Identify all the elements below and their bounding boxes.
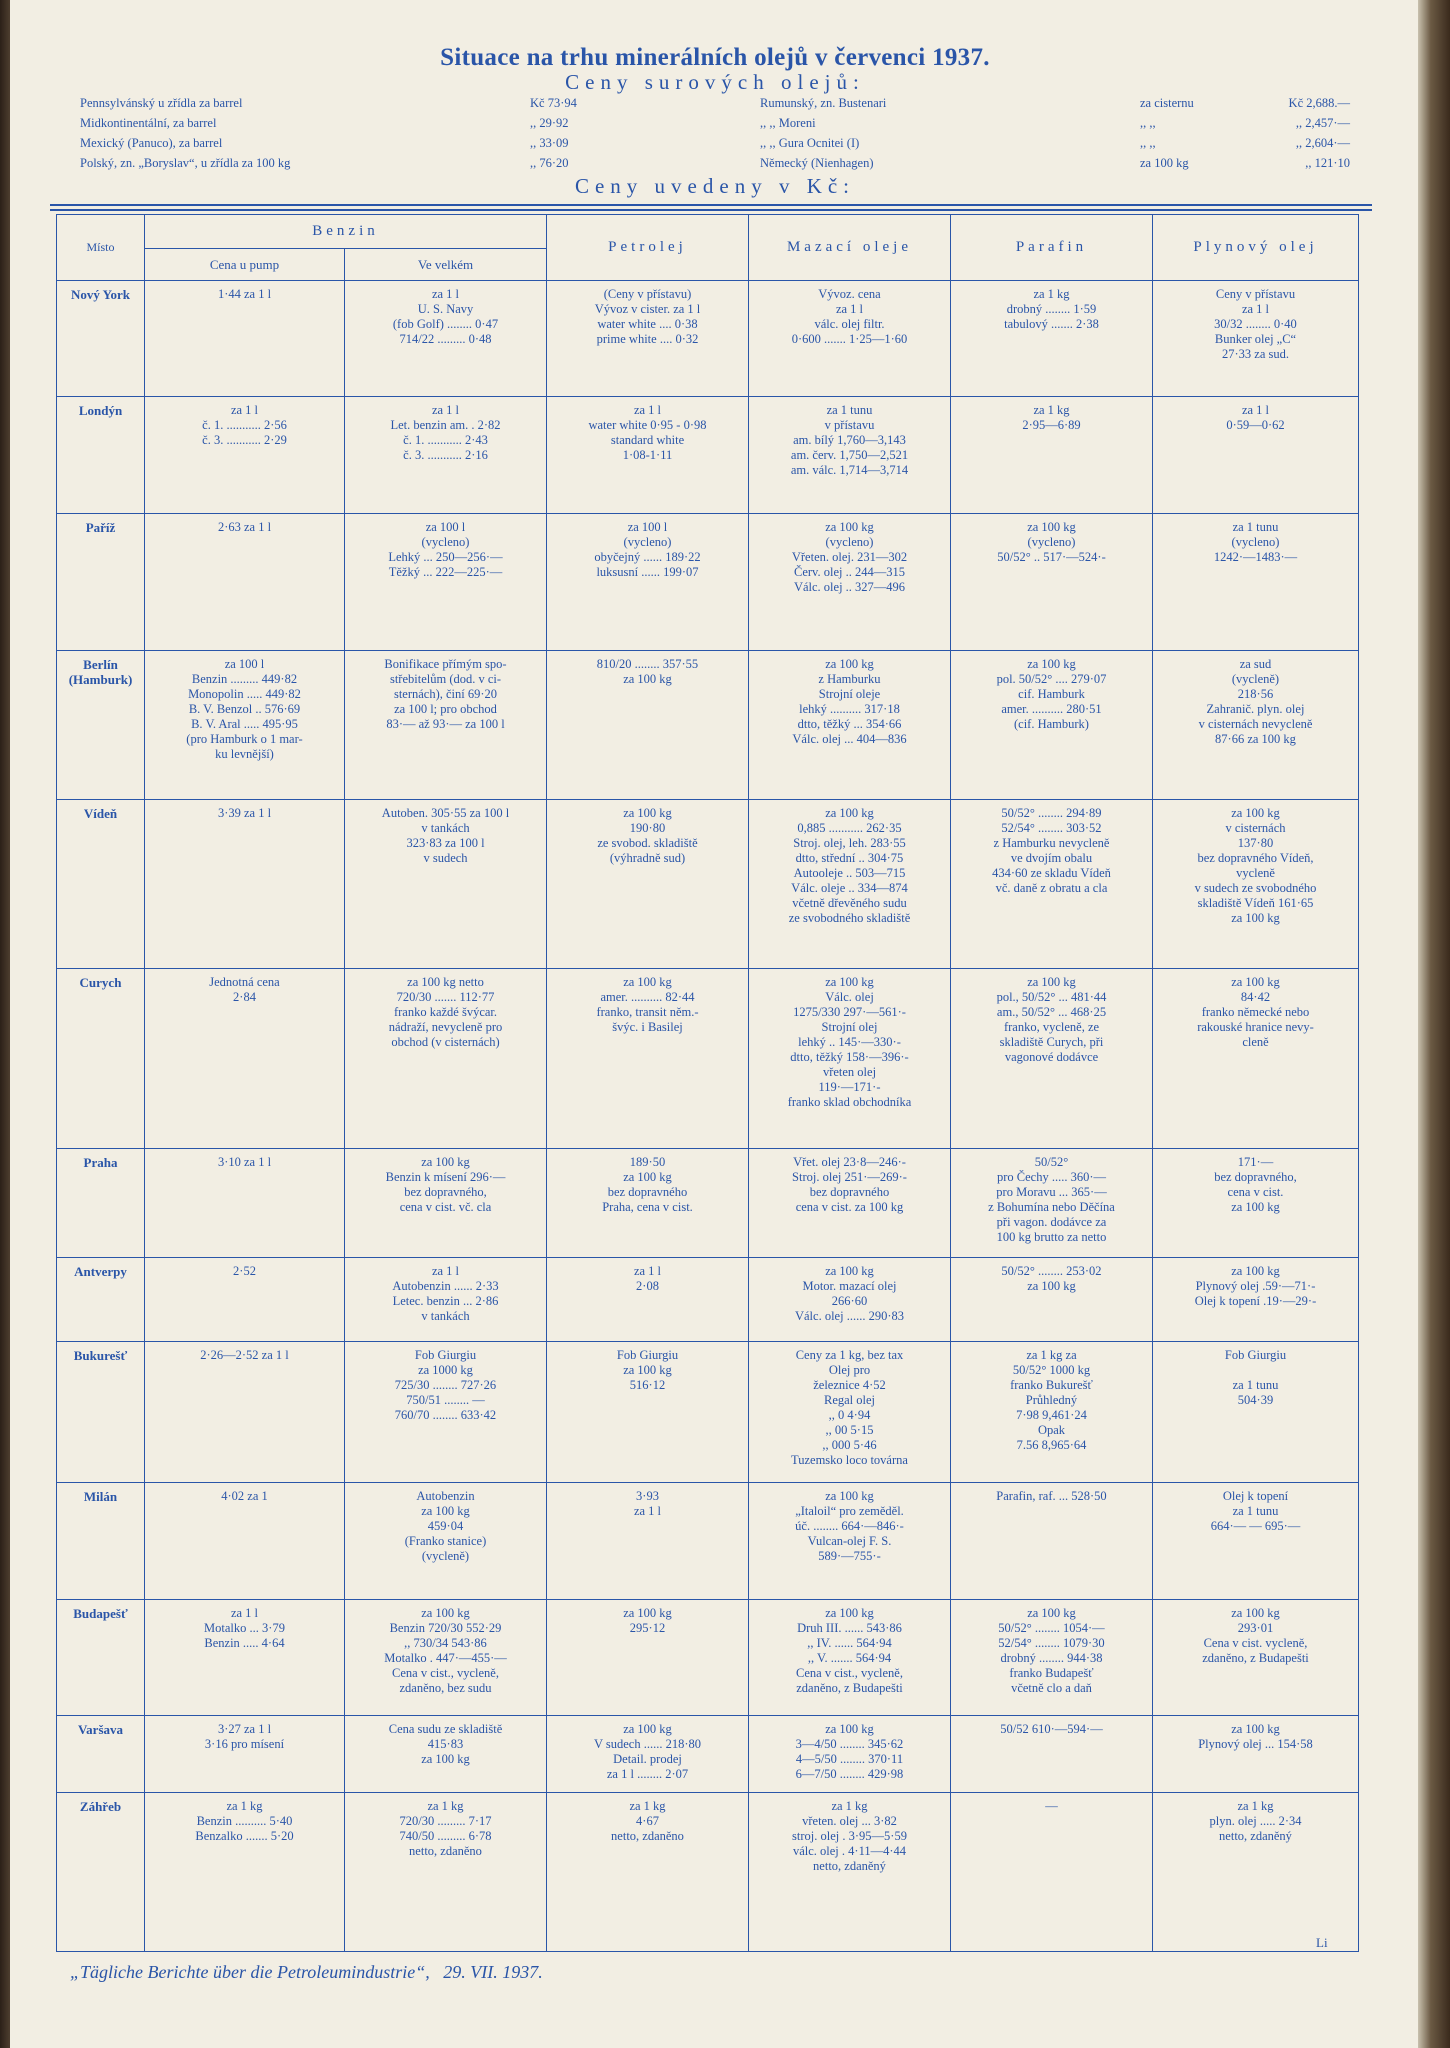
header-place: Místo xyxy=(57,215,145,281)
wholesale-cell: za 1 kg 720/30 ......... 7·17 740/50 ......... 6·78 netto, zdaněno xyxy=(345,1793,547,1952)
parafin-cell: za 100 kg pol., 50/52° ... 481·44 am., 50/52° ... 468·25 franko, vycleně, ze skladiště Curych, při vagonové dodávce xyxy=(951,968,1153,1148)
plynovy-cell: za 1 kg plyn. olej ..... 2·34 netto, zdaněný xyxy=(1153,1793,1359,1952)
header-wholesale: Ve velkém xyxy=(345,249,547,281)
parafin-cell: za 100 kg pol. 50/52° .... 279·07 cif. Hamburk amer. .......... 280·51 (cif. Hamburk) xyxy=(951,651,1153,799)
mazaci-cell: za 1 tunu v přístavu am. bílý 1,760—3,143 am. červ. 1,750—2,521 am. válc. 1,714—3,714 xyxy=(749,397,951,513)
crude-right-row: Rumunský, zn. Bustenari za cisternu Kč 2,688.— xyxy=(760,96,1350,110)
wholesale-cell: za 100 kg Benzin k mísení 296·— bez dopravného, cena v cist. vč. cla xyxy=(345,1148,547,1257)
pump-cell: za 100 l Benzin ......... 449·82 Monopolin ..... 449·82 B. V. Benzol .. 576·69 B. V. Aral ..... 495·95 (pro Hamburk o 1 mar- ku levnější) xyxy=(145,651,345,799)
pump-cell: 4·02 za 1 xyxy=(145,1483,345,1599)
table-row xyxy=(57,1483,1359,1599)
source-citation xyxy=(70,1962,543,1983)
divider-rule xyxy=(50,204,1372,206)
source-date: 29. VII. 1937. xyxy=(443,1962,543,1982)
petrolej-cell: 810/20 ........ 357·55 za 100 kg xyxy=(547,651,749,799)
divider-rule xyxy=(50,209,1372,211)
wholesale-cell: za 100 kg Benzin 720/30 552·29 ,, 730/34 543·86 Motalko . 447·—455·— Cena v cist., vycleně, zdaněno, bez sudu xyxy=(345,1599,547,1715)
table-row xyxy=(57,1342,1359,1483)
parafin-cell: 50/52° ........ 253·02 za 100 kg xyxy=(951,1257,1153,1342)
mazaci-cell: za 100 kg Válc. olej 1275/330 297·—561·- Strojní olej lehký .. 145·—330·- dtto, těžký 158·—396·- vřeten olej 119·—171·- franko sklad obchodníka xyxy=(749,968,951,1148)
parafin-cell: za 1 kg 2·95—6·89 xyxy=(951,397,1153,513)
crude-right-row: Německý (Nienhagen) za 100 kg ,, 121·10 xyxy=(760,156,1350,170)
header-benzin: Benzin xyxy=(145,215,547,249)
table-row xyxy=(57,1148,1359,1257)
plynovy-cell: za sud (vycleně) 218·56 Zahranič. plyn. olej v cisternách nevycleně 87·66 za 100 kg xyxy=(1153,651,1359,799)
city-cell: Praha xyxy=(57,1148,145,1257)
prices-heading: Ceny uvedeny v Kč: xyxy=(574,174,856,198)
pump-cell: Jednotná cena 2·84 xyxy=(145,968,345,1148)
price-table xyxy=(56,214,1359,1952)
mazaci-cell: Ceny za 1 kg, bez tax Olej pro železnice 4·52 Regal olej ,, 0 4·94 ,, 00 5·15 ,, 000 5·46 Tuzemsko loco továrna xyxy=(749,1342,951,1483)
mazaci-cell: Vývoz. cena za 1 l válc. olej filtr. 0·600 ....... 1·25—1·60 xyxy=(749,281,951,397)
wholesale-cell: Autobenzin za 100 kg 459·04 (Franko stanice) (vycleně) xyxy=(345,1483,547,1599)
table-row xyxy=(57,1599,1359,1715)
pump-cell: 2·63 za 1 l xyxy=(145,513,345,651)
wholesale-cell: za 1 l U. S. Navy (fob Golf) ........ 0·47 714/22 ......... 0·48 xyxy=(345,281,547,397)
page-edge xyxy=(1418,0,1450,2048)
petrolej-cell: za 100 kg V sudech ...... 218·80 Detail. prodej za 1 l ........ 2·07 xyxy=(547,1715,749,1792)
petrolej-cell: za 100 kg 190·80 ze svobod. skladiště (výhradně sud) xyxy=(547,799,749,968)
wholesale-cell: za 1 l Let. benzin am. . 2·82 č. 1. ........... 2·43 č. 3. ........... 2·16 xyxy=(345,397,547,513)
mazaci-cell: za 100 kg Motor. mazací olej 266·60 Válc. olej ...... 290·83 xyxy=(749,1257,951,1342)
mazaci-cell: za 100 kg 3—4/50 ........ 345·62 4—5/50 ........ 370·11 6—7/50 ........ 429·98 xyxy=(749,1715,951,1792)
mazaci-cell: Vřet. olej 23·8—246·- Stroj. olej 251·—269·- bez dopravného cena v cist. za 100 kg xyxy=(749,1148,951,1257)
city-cell: Záhřeb xyxy=(57,1793,145,1952)
petrolej-cell: za 1 l 2·08 xyxy=(547,1257,749,1342)
plynovy-cell: 171·— bez dopravného, cena v cist. za 100 kg xyxy=(1153,1148,1359,1257)
crude-right-row: ,, ,, Gura Ocnitei (I) ,, ,, ,, 2,604·— xyxy=(760,136,1350,150)
petrolej-cell: za 100 kg amer. .......... 82·44 franko, transit něm.- švýc. i Basilej xyxy=(547,968,749,1148)
city-cell: Varšava xyxy=(57,1715,145,1792)
crude-heading: Ceny surových olejů: xyxy=(565,70,865,94)
document-page xyxy=(10,0,1420,2048)
page-title: Situace na trhu minerálních olejů v červenci 1937. xyxy=(440,44,990,71)
table-row xyxy=(57,513,1359,651)
wholesale-cell: za 100 kg netto 720/30 ....... 112·77 franko každé švýcar. nádraží, nevycleně pro obchod (v cisternách) xyxy=(345,968,547,1148)
wholesale-cell: za 1 l Autobenzin ...... 2·33 Letec. benzin ... 2·86 v tankách xyxy=(345,1257,547,1342)
mazaci-cell: za 100 kg Druh III. ...... 543·86 ,, IV. ...... 564·94 ,, V. ....... 564·94 Cena v cist., vycleně, zdaněno, z Budapešti xyxy=(749,1599,951,1715)
petrolej-cell: za 1 kg 4·67 netto, zdaněno xyxy=(547,1793,749,1952)
city-cell: Nový York xyxy=(57,281,145,397)
table-row xyxy=(57,799,1359,968)
table-row xyxy=(57,651,1359,799)
parafin-cell: — xyxy=(951,1793,1153,1952)
parafin-cell: za 1 kg za 50/52° 1000 kg franko Bukurešť Průhledný 7·98 9,461·24 Opak 7.56 8,965·64 xyxy=(951,1342,1153,1483)
pump-cell: 2·52 xyxy=(145,1257,345,1342)
header-pump: Cena u pump xyxy=(145,249,345,281)
crude-left-row: Mexický (Panuco), za barrel ,, 33·09 xyxy=(80,136,569,150)
pump-cell: za 1 kg Benzin .......... 5·40 Benzalko ....... 5·20 xyxy=(145,1793,345,1952)
crude-prices xyxy=(40,96,1370,176)
city-cell: Paříž xyxy=(57,513,145,651)
pump-cell: 1·44 za 1 l xyxy=(145,281,345,397)
plynovy-cell: za 1 l 0·59—0·62 xyxy=(1153,397,1359,513)
pump-cell: 2·26—2·52 za 1 l xyxy=(145,1342,345,1483)
plynovy-cell: za 100 kg Plynový olej .59·—71·- Olej k topení .19·—29·- xyxy=(1153,1257,1359,1342)
plynovy-cell: za 100 kg 293·01 Cena v cist. vycleně, zdaněno, z Budapešti xyxy=(1153,1599,1359,1715)
table-row xyxy=(57,281,1359,397)
table-row xyxy=(57,1793,1359,1952)
plynovy-cell: za 100 kg v cisternách 137·80 bez dopravného Vídeň, vycleně v sudech ze svobodného skladiště Vídeň 161·65 za 100 kg xyxy=(1153,799,1359,968)
wholesale-cell: Fob Giurgiu za 1000 kg 725/30 ........ 727·26 750/51 ........ — 760/70 ........ 633·42 xyxy=(345,1342,547,1483)
wholesale-cell: Autoben. 305·55 za 100 l v tankách 323·83 za 100 l v sudech xyxy=(345,799,547,968)
parafin-cell: 50/52° ........ 294·89 52/54° ........ 303·52 z Hamburku nevycleně ve dvojím obalu 434·60 ze skladu Vídeň vč. daně z obratu a cla xyxy=(951,799,1153,968)
city-cell: Budapešť xyxy=(57,1599,145,1715)
page-mark: Li xyxy=(1316,1935,1328,1950)
pump-cell: 3·10 za 1 l xyxy=(145,1148,345,1257)
pump-cell: 3·27 za 1 l 3·16 pro mísení xyxy=(145,1715,345,1792)
crude-left-row: Polský, zn. „Boryslav“, u zřídla za 100 kg ,, 76·20 xyxy=(80,156,569,170)
parafin-cell: za 100 kg (vycleno) 50/52° .. 517·—524·- xyxy=(951,513,1153,651)
crude-right-row: ,, ,, Moreni ,, ,, ,, 2,457·— xyxy=(760,116,1350,130)
pump-cell: za 1 l Motalko ... 3·79 Benzin ..... 4·64 xyxy=(145,1599,345,1715)
mazaci-cell: za 100 kg „Italoil“ pro zeměděl. úč. ........ 664·—846·- Vulcan-olej F. S. 589·—755·- xyxy=(749,1483,951,1599)
city-cell: Berlín (Hamburk) xyxy=(57,651,145,799)
city-cell: Curych xyxy=(57,968,145,1148)
parafin-cell: 50/52° pro Čechy ..... 360·— pro Moravu ... 365·— z Bohumína nebo Děčína při vagon. dodávce za 100 kg brutto za netto xyxy=(951,1148,1153,1257)
table-row xyxy=(57,397,1359,513)
petrolej-cell: za 100 kg 295·12 xyxy=(547,1599,749,1715)
parafin-cell: za 100 kg 50/52° ........ 1054·— 52/54° ........ 1079·30 drobný ........ 944·38 franko Budapešť včetně clo a daň xyxy=(951,1599,1153,1715)
mazaci-cell: za 100 kg 0,885 ........... 262·35 Stroj. olej, leh. 283·55 dtto, střední .. 304·75 Autooleje .. 503—715 Válc. oleje .. 334—874 včetně dřevěného sudu ze svobodného skladiště xyxy=(749,799,951,968)
price-table-body xyxy=(57,281,1359,1952)
city-cell: Antverpy xyxy=(57,1257,145,1342)
pump-cell: 3·39 za 1 l xyxy=(145,799,345,968)
mazaci-cell: za 100 kg (vycleno) Vřeten. olej. 231—302 Červ. olej .. 244—315 Válc. olej .. 327—496 xyxy=(749,513,951,651)
parafin-cell: Parafin, raf. ... 528·50 xyxy=(951,1483,1153,1599)
mazaci-cell: za 1 kg vřeten. olej ... 3·82 stroj. olej . 3·95—5·59 válc. olej . 4·11—4·44 netto, zdaněný xyxy=(749,1793,951,1952)
plynovy-cell: Olej k topení za 1 tunu 664·— — 695·— xyxy=(1153,1483,1359,1599)
wholesale-cell: za 100 l (vycleno) Lehký ... 250—256·— Těžký ... 222—225·— xyxy=(345,513,547,651)
crude-left-row: Midkontinentální, za barrel ,, 29·92 xyxy=(80,116,569,130)
city-cell: Londýn xyxy=(57,397,145,513)
petrolej-cell: 189·50 za 100 kg bez dopravného Praha, cena v cist. xyxy=(547,1148,749,1257)
city-cell: Milán xyxy=(57,1483,145,1599)
city-cell: Bukurešť xyxy=(57,1342,145,1483)
source-title: „Tägliche Berichte über die Petroleumindustrie“, xyxy=(70,1962,430,1982)
table-row xyxy=(57,1715,1359,1792)
table-row xyxy=(57,968,1359,1148)
petrolej-cell: za 100 l (vycleno) obyčejný ...... 189·22 luksusní ...... 199·07 xyxy=(547,513,749,651)
header-petrolej: Petrolej xyxy=(547,215,749,281)
table-row xyxy=(57,1257,1359,1342)
wholesale-cell: Bonifikace přímým spo- střebitelům (dod. v ci- sternách), činí 69·20 za 100 l; pro obchod 83·— až 93·— za 100 l xyxy=(345,651,547,799)
petrolej-cell: Fob Giurgiu za 100 kg 516·12 xyxy=(547,1342,749,1483)
header-plynovy: Plynový olej xyxy=(1153,215,1359,281)
parafin-cell: 50/52 610·—594·— xyxy=(951,1715,1153,1792)
petrolej-cell: (Ceny v přístavu) Vývoz v cister. za 1 l water white .... 0·38 prime white .... 0·32 xyxy=(547,281,749,397)
petrolej-cell: 3·93 za 1 l xyxy=(547,1483,749,1599)
city-cell: Vídeň xyxy=(57,799,145,968)
crude-left-row: Pennsylvánský u zřídla za barrel Kč 73·94 xyxy=(80,96,577,110)
parafin-cell: za 1 kg drobný ........ 1·59 tabulový ....... 2·38 xyxy=(951,281,1153,397)
plynovy-cell: Ceny v přístavu za 1 l 30/32 ........ 0·40 Bunker olej „C“ 27·33 za sud. xyxy=(1153,281,1359,397)
plynovy-cell: Fob Giurgiu za 1 tunu 504·39 xyxy=(1153,1342,1359,1483)
wholesale-cell: Cena sudu ze skladiště 415·83 za 100 kg xyxy=(345,1715,547,1792)
petrolej-cell: za 1 l water white 0·95 - 0·98 standard white 1·08-1·11 xyxy=(547,397,749,513)
pump-cell: za 1 l č. 1. ........... 2·56 č. 3. ........... 2·29 xyxy=(145,397,345,513)
header-parafin: Parafin xyxy=(951,215,1153,281)
mazaci-cell: za 100 kg z Hamburku Strojní oleje lehký .......... 317·18 dtto, těžký ... 354·66 Válc. olej ... 404—836 xyxy=(749,651,951,799)
plynovy-cell: za 100 kg Plynový olej ... 154·58 xyxy=(1153,1715,1359,1792)
header-mazaci: Mazací oleje xyxy=(749,215,951,281)
plynovy-cell: za 1 tunu (vycleno) 1242·—1483·— xyxy=(1153,513,1359,651)
plynovy-cell: za 100 kg 84·42 franko německé nebo rakouské hranice nevy- cleně xyxy=(1153,968,1359,1148)
